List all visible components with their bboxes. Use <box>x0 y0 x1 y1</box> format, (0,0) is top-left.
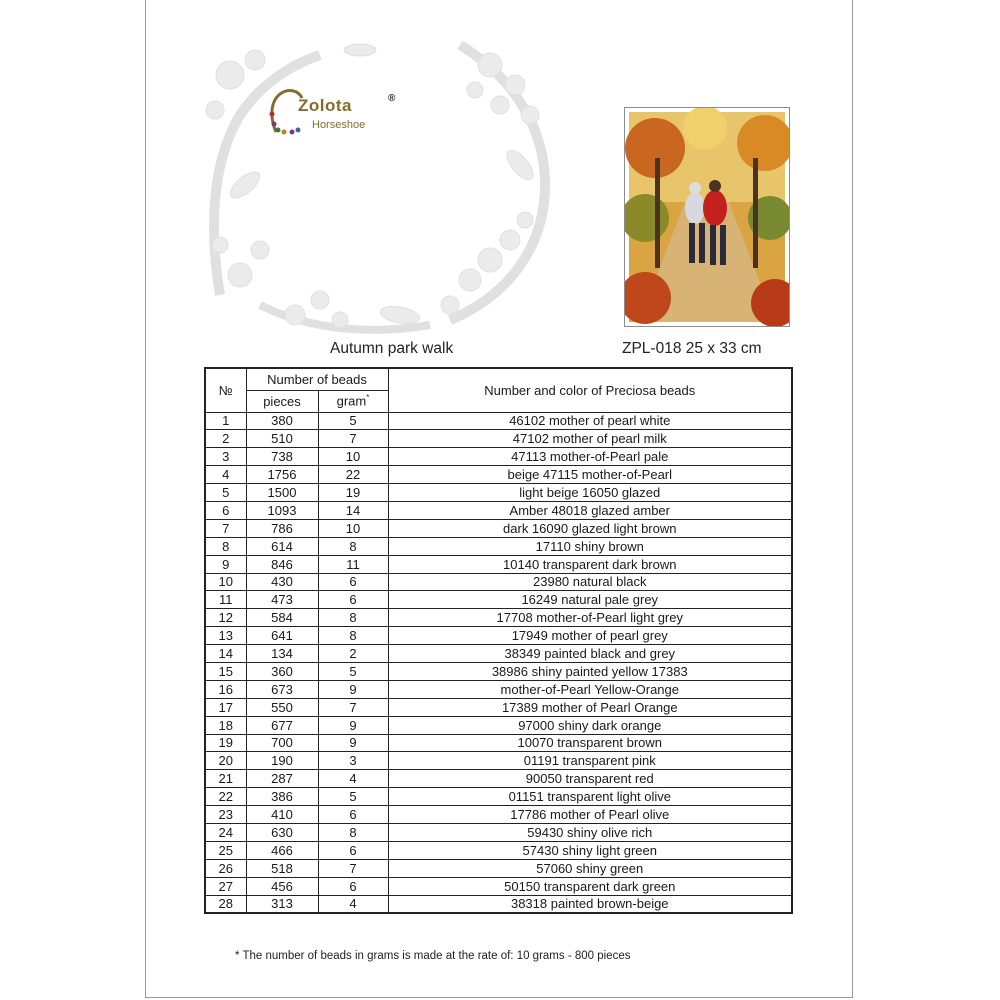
row-number: 28 <box>205 895 246 913</box>
pieces-cell: 430 <box>246 573 318 591</box>
row-number: 22 <box>205 788 246 806</box>
table-row <box>205 877 792 895</box>
color-cell: 46102 mother of pearl white <box>388 412 792 430</box>
brand-name: Zolota <box>298 96 352 115</box>
pieces-cell: 738 <box>246 448 318 466</box>
table-row <box>205 823 792 841</box>
pieces-cell: 677 <box>246 716 318 734</box>
row-number: 5 <box>205 484 246 502</box>
column-header-beads: Number of beads <box>246 368 388 390</box>
footnote: * The number of beads in grams is made at the rate of: 10 grams - 800 pieces <box>235 950 631 962</box>
gram-cell: 6 <box>318 573 388 591</box>
table-row <box>205 841 792 859</box>
table-row <box>205 752 792 770</box>
column-header-pieces: pieces <box>246 390 318 412</box>
gram-cell: 19 <box>318 484 388 502</box>
color-cell: dark 16090 glazed light brown <box>388 519 792 537</box>
color-cell: 47113 mother-of-Pearl pale <box>388 448 792 466</box>
pieces-cell: 134 <box>246 645 318 663</box>
gram-cell: 4 <box>318 895 388 913</box>
pieces-cell: 1500 <box>246 484 318 502</box>
table-row <box>205 519 792 537</box>
pieces-cell: 313 <box>246 895 318 913</box>
gram-cell: 5 <box>318 662 388 680</box>
gram-cell: 10 <box>318 448 388 466</box>
row-number: 12 <box>205 609 246 627</box>
color-cell: 38986 shiny painted yellow 17383 <box>388 662 792 680</box>
color-cell: 23980 natural black <box>388 573 792 591</box>
table-row <box>205 645 792 663</box>
row-number: 18 <box>205 716 246 734</box>
color-cell: 01151 transparent light olive <box>388 788 792 806</box>
color-cell: 16249 natural pale grey <box>388 591 792 609</box>
pieces-cell: 360 <box>246 662 318 680</box>
color-cell: 59430 shiny olive rich <box>388 823 792 841</box>
row-number: 24 <box>205 823 246 841</box>
color-cell: beige 47115 mother-of-Pearl <box>388 466 792 484</box>
table-row <box>205 448 792 466</box>
row-number: 15 <box>205 662 246 680</box>
color-cell: 47102 mother of pearl milk <box>388 430 792 448</box>
row-number: 3 <box>205 448 246 466</box>
pieces-cell: 1756 <box>246 466 318 484</box>
row-number: 7 <box>205 519 246 537</box>
table-row <box>205 716 792 734</box>
gram-cell: 8 <box>318 537 388 555</box>
color-cell: 97000 shiny dark orange <box>388 716 792 734</box>
color-cell: 90050 transparent red <box>388 770 792 788</box>
product-image <box>624 107 790 327</box>
product-code: ZPL-018 25 x 33 cm <box>622 340 762 357</box>
row-number: 1 <box>205 412 246 430</box>
pattern-title: Autumn park walk <box>330 340 454 357</box>
table-row <box>205 806 792 824</box>
gram-cell: 10 <box>318 519 388 537</box>
color-cell: 10070 transparent brown <box>388 734 792 752</box>
column-header-color: Number and color of Preciosa beads <box>388 368 792 412</box>
color-cell: 50150 transparent dark green <box>388 877 792 895</box>
row-number: 13 <box>205 627 246 645</box>
color-cell: 17110 shiny brown <box>388 537 792 555</box>
row-number: 9 <box>205 555 246 573</box>
color-cell: 17949 mother of pearl grey <box>388 627 792 645</box>
table-row <box>205 412 792 430</box>
row-number: 27 <box>205 877 246 895</box>
bead-table <box>204 367 793 914</box>
color-cell: 57060 shiny green <box>388 859 792 877</box>
pieces-cell: 410 <box>246 806 318 824</box>
gram-cell: 7 <box>318 698 388 716</box>
row-number: 4 <box>205 466 246 484</box>
pieces-cell: 846 <box>246 555 318 573</box>
pieces-cell: 673 <box>246 680 318 698</box>
table-row <box>205 430 792 448</box>
gram-cell: 7 <box>318 430 388 448</box>
column-header-gram: gram* <box>318 390 388 412</box>
gram-cell: 3 <box>318 752 388 770</box>
gram-cell: 2 <box>318 645 388 663</box>
pieces-cell: 641 <box>246 627 318 645</box>
table-row <box>205 859 792 877</box>
brand-subtitle: Horseshoe <box>312 119 366 131</box>
row-number: 23 <box>205 806 246 824</box>
table-row <box>205 537 792 555</box>
pieces-cell: 550 <box>246 698 318 716</box>
pieces-cell: 287 <box>246 770 318 788</box>
floral-ornament <box>200 35 560 335</box>
pieces-cell: 630 <box>246 823 318 841</box>
table-row <box>205 698 792 716</box>
row-number: 16 <box>205 680 246 698</box>
row-number: 19 <box>205 734 246 752</box>
color-cell: 57430 shiny light green <box>388 841 792 859</box>
row-number: 14 <box>205 645 246 663</box>
row-number: 26 <box>205 859 246 877</box>
gram-cell: 8 <box>318 627 388 645</box>
pieces-cell: 456 <box>246 877 318 895</box>
gram-cell: 6 <box>318 841 388 859</box>
gram-cell: 9 <box>318 716 388 734</box>
color-cell: 01191 transparent pink <box>388 752 792 770</box>
gram-cell: 8 <box>318 823 388 841</box>
gram-cell: 6 <box>318 877 388 895</box>
table-row <box>205 680 792 698</box>
pieces-cell: 1093 <box>246 501 318 519</box>
color-cell: Amber 48018 glazed amber <box>388 501 792 519</box>
table-row <box>205 591 792 609</box>
gram-cell: 9 <box>318 680 388 698</box>
pieces-cell: 190 <box>246 752 318 770</box>
row-number: 20 <box>205 752 246 770</box>
pieces-cell: 386 <box>246 788 318 806</box>
table-row <box>205 466 792 484</box>
pieces-cell: 473 <box>246 591 318 609</box>
table-row <box>205 895 792 913</box>
table-row <box>205 788 792 806</box>
table-row <box>205 501 792 519</box>
row-number: 6 <box>205 501 246 519</box>
gram-cell: 7 <box>318 859 388 877</box>
pieces-cell: 700 <box>246 734 318 752</box>
row-number: 17 <box>205 698 246 716</box>
color-cell: light beige 16050 glazed <box>388 484 792 502</box>
row-number: 11 <box>205 591 246 609</box>
row-number: 2 <box>205 430 246 448</box>
table-row <box>205 734 792 752</box>
table-row <box>205 573 792 591</box>
row-number: 8 <box>205 537 246 555</box>
row-number: 10 <box>205 573 246 591</box>
pieces-cell: 380 <box>246 412 318 430</box>
brand-logo <box>268 88 418 143</box>
gram-cell: 6 <box>318 806 388 824</box>
color-cell: mother-of-Pearl Yellow-Orange <box>388 680 792 698</box>
row-number: 21 <box>205 770 246 788</box>
color-cell: 17708 mother-of-Pearl light grey <box>388 609 792 627</box>
row-number: 25 <box>205 841 246 859</box>
gram-cell: 22 <box>318 466 388 484</box>
color-cell: 38318 painted brown-beige <box>388 895 792 913</box>
bead-table-body <box>205 412 792 913</box>
gram-cell: 9 <box>318 734 388 752</box>
color-cell: 10140 transparent dark brown <box>388 555 792 573</box>
pieces-cell: 786 <box>246 519 318 537</box>
color-cell: 38349 painted black and grey <box>388 645 792 663</box>
pieces-cell: 584 <box>246 609 318 627</box>
color-cell: 17389 mother of Pearl Orange <box>388 698 792 716</box>
gram-cell: 6 <box>318 591 388 609</box>
gram-cell: 4 <box>318 770 388 788</box>
registered-mark: ® <box>388 93 396 104</box>
pieces-cell: 614 <box>246 537 318 555</box>
pieces-cell: 510 <box>246 430 318 448</box>
gram-cell: 11 <box>318 555 388 573</box>
table-row <box>205 609 792 627</box>
table-row <box>205 555 792 573</box>
table-row <box>205 662 792 680</box>
gram-cell: 14 <box>318 501 388 519</box>
table-row <box>205 627 792 645</box>
pieces-cell: 466 <box>246 841 318 859</box>
table-row <box>205 770 792 788</box>
table-row <box>205 484 792 502</box>
gram-cell: 5 <box>318 412 388 430</box>
gram-cell: 5 <box>318 788 388 806</box>
color-cell: 17786 mother of Pearl olive <box>388 806 792 824</box>
pieces-cell: 518 <box>246 859 318 877</box>
column-header-number: № <box>205 368 246 412</box>
gram-cell: 8 <box>318 609 388 627</box>
